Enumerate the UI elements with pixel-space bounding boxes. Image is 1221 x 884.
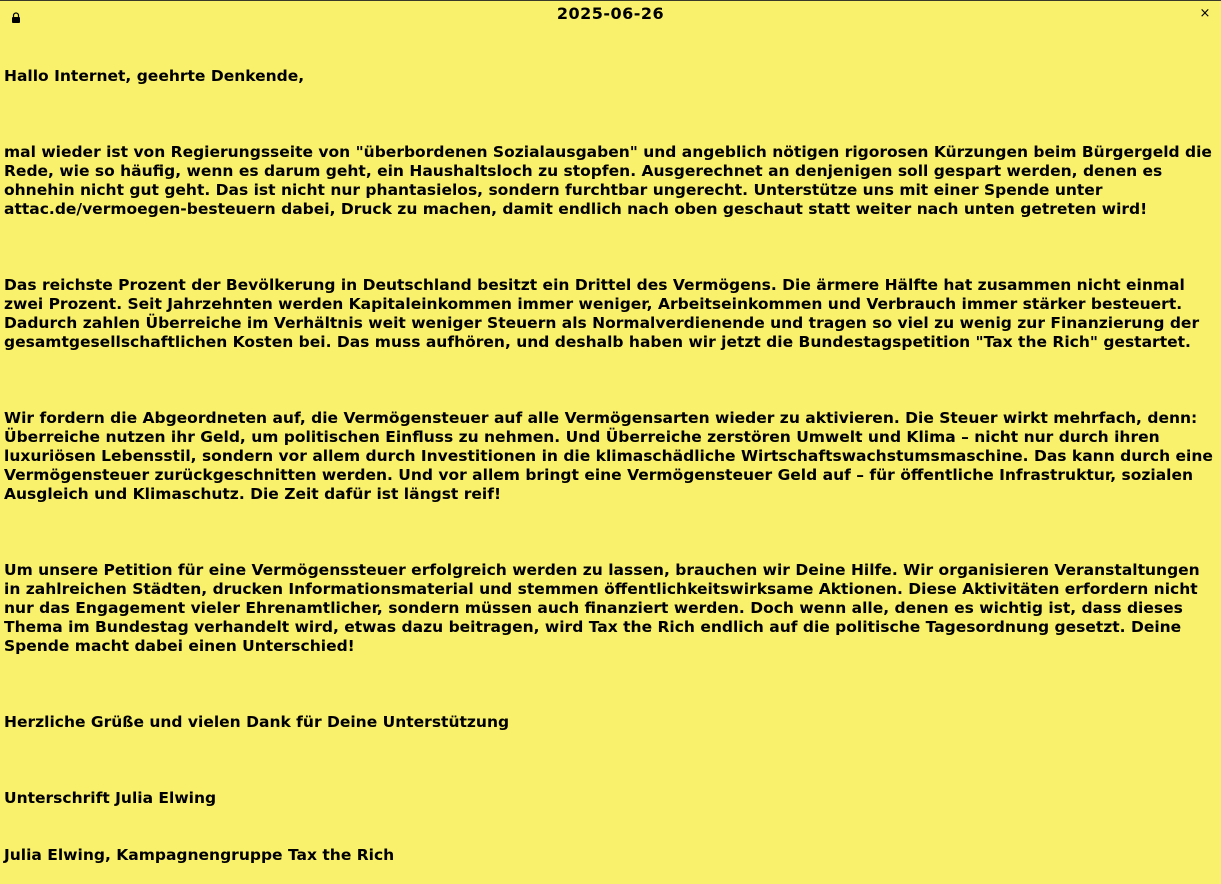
paragraph-4: Um unsere Petition für eine Vermögenssteuer erfolgreich werden zu lassen, brauchen wir Deine Hilfe. Wir organisieren Veranstaltungen in zahlreichen Städten, drucken Informationsmaterial und stemmen öffentlichkeitswirksame Aktionen. Diese Aktivitäten erfordern nicht nur das Engagement vieler Ehrenamtlicher, sondern müssen auch finanziert werden. Doch wenn alle, denen es wichtig ist, dass dieses Thema im Bundestag verhandelt wird, etwas dazu beitragen, wird Tax the Rich endlich auf die politische Tagesordnung gesetzt. Deine Spende macht dabei einen Unterschied! [4, 561, 1206, 655]
sender-line: Julia Elwing, Kampagnengruppe Tax the Rich [4, 846, 395, 864]
window-title: 2025-06-26 [556, 4, 665, 23]
closing-line: Herzliche Grüße und vielen Dank für Deine Unterstützung [4, 713, 510, 731]
greeting: Hallo Internet, geehrte Denkende, [4, 67, 305, 85]
signature-line: Unterschrift Julia Elwing [4, 789, 217, 807]
paragraph-3: Wir fordern die Abgeordneten auf, die Vermögensteuer auf alle Vermögensarten wieder zu aktivieren. Die Steuer wirkt mehrfach, denn: Überreiche nutzen ihr Geld, um politischen Einfluss zu nehmen. Und Überreiche zerstören Umwelt und Klima – nicht nur durch ihren luxuriösen Lebensstil, sondern vor allem durch Investitionen in die klimaschädliche Wirtschaftswachstumsmaschine. Das kann durch eine Vermögensteuer zurückgeschnitten werden. Und vor allem bringt eine Vermögensteuer Geld auf – für öffentliche Infrastruktur, sozialen Ausgleich und Klimaschutz. Die Zeit dafür ist längst reif! [4, 409, 1219, 503]
close-icon[interactable]: × [1199, 6, 1211, 21]
title-bar [0, 1, 1221, 27]
paragraph-1: mal wieder ist von Regierungsseite von "überbordenen Sozialausgaben" und angeblich nötigen rigorosen Kürzungen beim Bürgergeld die Rede, wie so häufig, wenn es darum geht, ein Haushaltsloch zu stopfen. Ausgerechnet an denjenigen soll gespart werden, denen es ohnehin nicht gut geht. Das ist nicht nur phantasielos, sondern furchtbar ungerecht. Unterstütze uns mit einer Spende unter attac.de/vermoegen-besteuern dabei, Druck zu machen, damit endlich nach oben geschaut statt weiter nach unten getreten wird! [4, 143, 1218, 218]
paragraph-2: Das reichste Prozent der Bevölkerung in Deutschland besitzt ein Drittel des Vermögens. Die ärmere Hälfte hat zusammen nicht einmal zwei Prozent. Seit Jahrzehnten werden Kapitaleinkommen immer weniger, Arbeitseinkommen und Verbrauch immer stärker besteuert. Dadurch zahlen Überreiche im Verhältnis weit weniger Steuern als Normalverdienende und tragen so viel zu wenig zur Finanzierung der gesamtgesellschaftlichen Kosten bei. Das muss aufhören, und deshalb haben wir jetzt die Bundestagspetition "Tax the Rich" gestartet. [4, 276, 1205, 351]
note-body[interactable] [4, 29, 1219, 884]
